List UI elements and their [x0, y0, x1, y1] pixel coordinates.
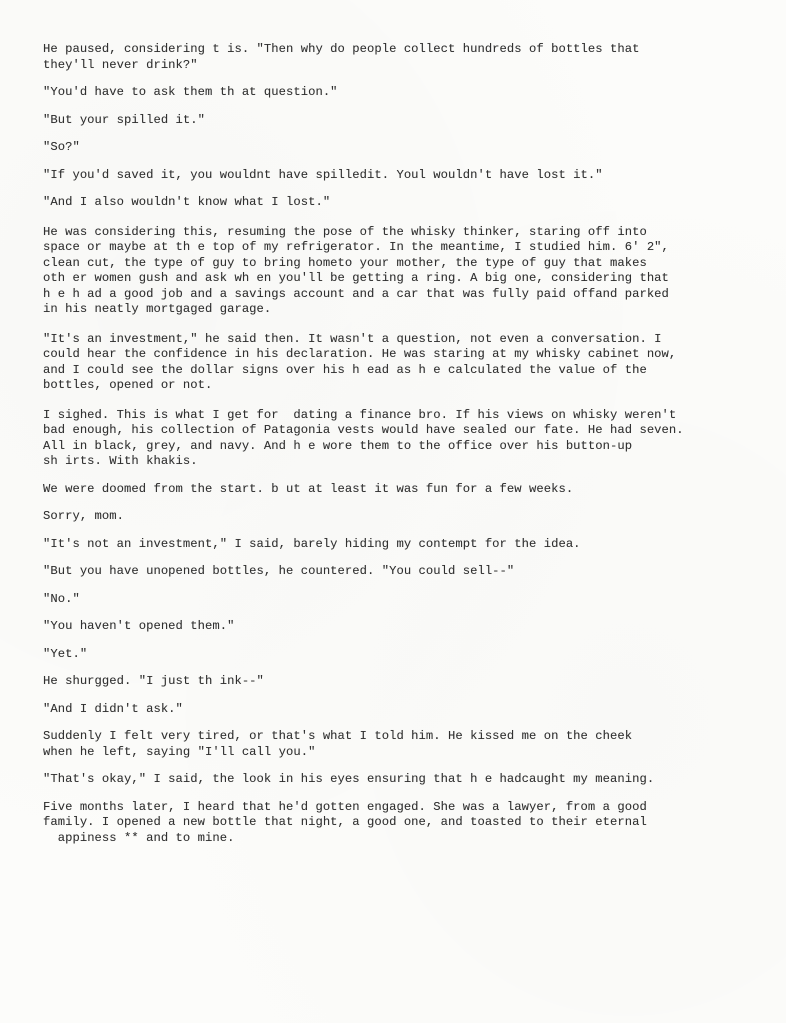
- paragraph: He was considering this, resuming the pose of the whisky thinker, staring off into space or maybe at th e top of my refrigerator. In the meantime, I studied him. 6' 2", clean cut, the type of guy to bring hometo your mother, the type of guy that makes oth er women gush and ask wh en you'll be getting a ring. A big one, considering that h e h ad a good job and a savings account and a car that was fully paid offand parked in his neatly mortgaged garage.: [43, 224, 669, 316]
- manuscript-body: [43, 42, 773, 858]
- paragraph: "But you have unopened bottles, he countered. "You could sell--": [43, 564, 515, 578]
- paragraph: He shurgged. "I just th ink--": [43, 674, 264, 688]
- paragraph: He paused, considering t is. "Then why do people collect hundreds of bottles that they'll never drink?": [43, 42, 640, 72]
- paragraph: "You haven't opened them.": [43, 619, 235, 633]
- paragraph: Five months later, I heard that he'd gotten engaged. She was a lawyer, from a good family. I opened a new bottle that night, a good one, and toasted to their eternal appiness ** and to mine.: [43, 799, 647, 845]
- paragraph: "And I also wouldn't know what I lost.": [43, 195, 331, 209]
- paragraph: "Yet.": [43, 646, 88, 661]
- paragraph: "So?": [43, 140, 80, 154]
- paragraph: "You'd have to ask them th at question.": [43, 85, 338, 99]
- paragraph: "It's an investment," he said then. It wasn't a question, not even a conversation. I could hear the confidence in his declaration. He was staring at my whisky cabinet now, and I could see the dollar signs over his h ead as h e calculated the value of the bottles, opened or not.: [43, 331, 677, 392]
- paragraph: We were doomed from the start. b ut at least it was fun for a few weeks.: [43, 481, 574, 496]
- paragraph: "And I didn't ask.": [43, 701, 183, 716]
- paragraph: "But your spilled it.": [43, 112, 206, 127]
- paragraph: I sighed. This is what I get for dating a finance bro. If his views on whisky weren't bad enough, his collection of Patagonia vests would have sealed our fate. He had seven. All in black, grey, and navy. And h e wore them to the office over his button-up sh irts. With khakis.: [43, 407, 684, 468]
- paragraph: Suddenly I felt very tired, or that's what I told him. He kissed me on the cheek when he left, saying "I'll call you.": [43, 729, 633, 759]
- paragraph: "It's not an investment," I said, barely hiding my contempt for the idea.: [43, 536, 581, 551]
- paragraph: "No.": [43, 591, 80, 606]
- paragraph: "If you'd saved it, you wouldnt have spilledit. Youl wouldn't have lost it.": [43, 167, 603, 182]
- paragraph: Sorry, mom.: [43, 509, 125, 523]
- paragraph: "That's okay," I said, the look in his eyes ensuring that h e hadcaught my meaning.: [43, 772, 655, 786]
